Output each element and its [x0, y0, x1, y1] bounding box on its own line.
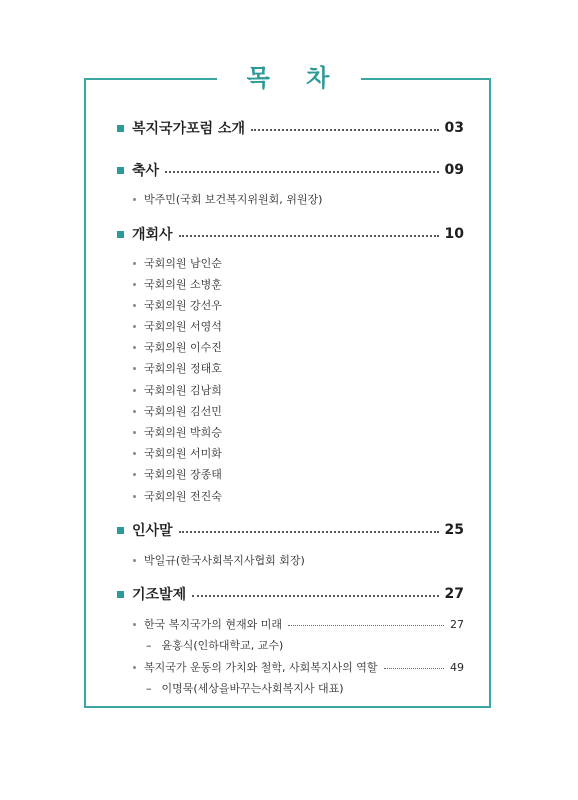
list-item[interactable]: [133, 445, 222, 461]
square-bullet-icon: [117, 527, 124, 534]
section-label: 복지국가포럼 소개: [132, 121, 246, 137]
author-label: 윤홍식(인하대학교, 교수): [161, 639, 284, 652]
list-item[interactable]: [133, 318, 222, 334]
item-label: 복지국가 운동의 가치와 철학, 사회복지사의 역할: [144, 661, 378, 674]
leader-dots: [165, 171, 438, 173]
dash-marker: –: [146, 681, 152, 695]
section-label: 인사말: [132, 523, 173, 539]
list-item[interactable]: [133, 255, 222, 271]
section-label: 기조발제: [132, 587, 187, 603]
section-label: 축사: [132, 163, 160, 179]
item-label: 국회의원 서영석: [144, 320, 222, 333]
bullet-icon: [133, 283, 136, 286]
leader-dots: [288, 625, 444, 626]
toc-section-congrats[interactable]: [117, 160, 464, 180]
item-label: 국회의원 김남희: [144, 384, 222, 397]
bullet-icon: [133, 346, 136, 349]
leader-dots: [251, 129, 438, 131]
bullet-icon: [133, 452, 136, 455]
list-item[interactable]: [133, 659, 464, 675]
leader-dots: [179, 235, 439, 237]
item-label: 박주민(국회 보건복지위원회, 위원장): [144, 193, 323, 206]
section-page: 27: [444, 586, 464, 602]
bullet-icon: [133, 473, 136, 476]
item-label: 국회의원 김선민: [144, 405, 222, 418]
list-item[interactable]: [133, 424, 222, 440]
list-item-author: [146, 680, 344, 696]
item-label: 국회의원 소병훈: [144, 278, 222, 291]
square-bullet-icon: [117, 167, 124, 174]
list-item[interactable]: [133, 466, 222, 482]
item-label: 국회의원 강선우: [144, 299, 222, 312]
item-page: 49: [450, 660, 464, 674]
list-item[interactable]: [133, 276, 222, 292]
item-label: 국회의원 이수진: [144, 341, 222, 354]
item-page: 27: [450, 617, 464, 631]
leader-dots: [179, 531, 439, 533]
leader-dots: [384, 668, 445, 669]
item-label: 국회의원 정태호: [144, 362, 222, 375]
item-label: 국회의원 박희승: [144, 426, 222, 439]
list-item[interactable]: [133, 191, 322, 207]
bullet-icon: [133, 198, 136, 201]
square-bullet-icon: [117, 231, 124, 238]
section-page: 03: [444, 120, 464, 136]
item-label: 국회의원 서미화: [144, 447, 222, 460]
toc-section-intro[interactable]: [117, 118, 464, 138]
item-label: 국회의원 장종태: [144, 468, 222, 481]
toc-title: 목 차: [0, 62, 578, 94]
dash-marker: –: [146, 638, 152, 652]
bullet-icon: [133, 389, 136, 392]
square-bullet-icon: [117, 591, 124, 598]
section-label: 개회사: [132, 227, 173, 243]
bullet-icon: [133, 367, 136, 370]
item-label: 국회의원 남인순: [144, 257, 222, 270]
bullet-icon: [133, 304, 136, 307]
list-item[interactable]: [133, 552, 305, 568]
toc-section-opening[interactable]: [117, 224, 464, 244]
bullet-icon: [133, 495, 136, 498]
list-item[interactable]: [133, 616, 464, 632]
item-label: 국회의원 전진숙: [144, 490, 222, 503]
section-page: 25: [444, 522, 464, 538]
section-page: 09: [444, 162, 464, 178]
list-item[interactable]: [133, 488, 222, 504]
list-item[interactable]: [133, 360, 222, 376]
leader-dots: [192, 595, 438, 597]
list-item[interactable]: [133, 297, 222, 313]
toc-section-greeting[interactable]: [117, 520, 464, 540]
item-label: 박일규(한국사회복지사협회 회장): [144, 554, 305, 567]
bullet-icon: [133, 410, 136, 413]
bullet-icon: [133, 431, 136, 434]
author-label: 이명묵(세상을바꾸는사회복지사 대표): [161, 682, 344, 695]
list-item[interactable]: [133, 382, 222, 398]
item-label: 한국 복지국가의 현재와 미래: [144, 618, 283, 631]
bullet-icon: [133, 623, 136, 626]
bullet-icon: [133, 262, 136, 265]
bullet-icon: [133, 559, 136, 562]
section-page: 10: [444, 226, 464, 242]
list-item[interactable]: [133, 403, 222, 419]
list-item-author: [146, 637, 283, 653]
toc-section-keynote[interactable]: [117, 584, 464, 604]
list-item[interactable]: [133, 339, 222, 355]
square-bullet-icon: [117, 125, 124, 132]
bullet-icon: [133, 325, 136, 328]
bullet-icon: [133, 666, 136, 669]
